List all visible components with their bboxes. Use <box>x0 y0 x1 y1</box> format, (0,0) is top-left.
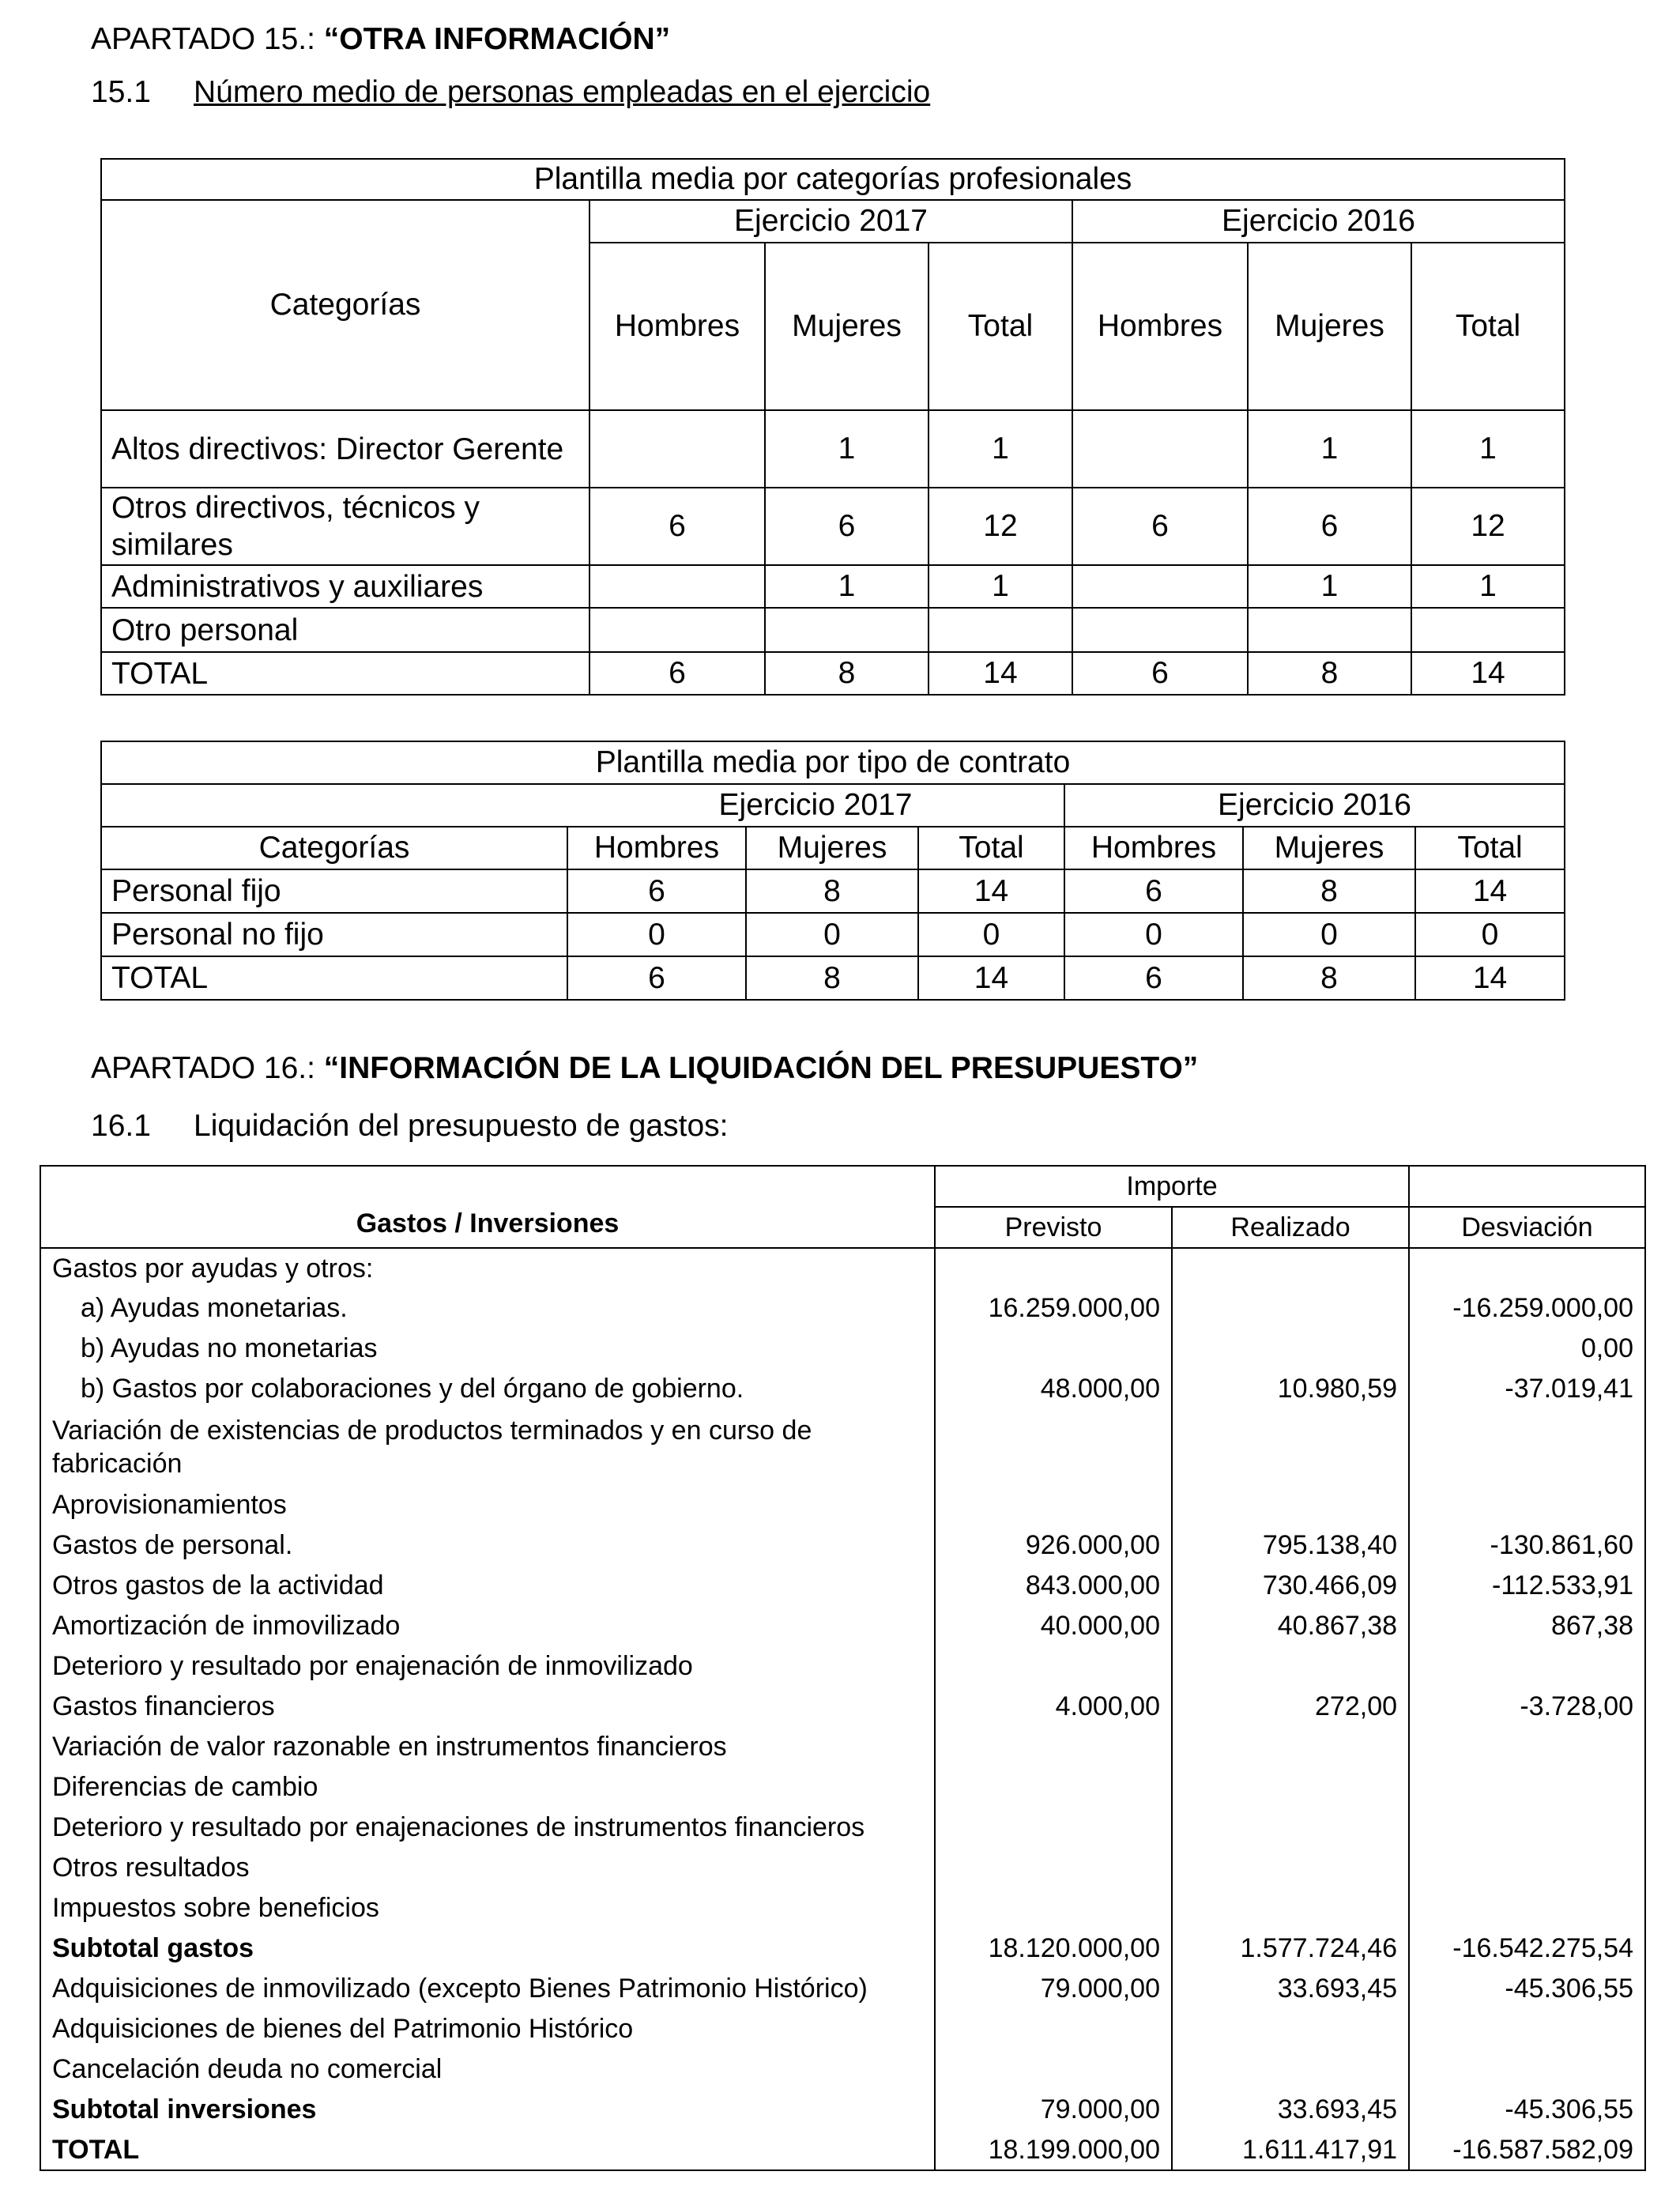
cell-realizado: 40.867,38 <box>1172 1606 1409 1646</box>
cell: 8 <box>1248 652 1411 695</box>
cell-desviacion <box>1409 1888 1645 1928</box>
table-row <box>40 1409 1645 1485</box>
cell-desviacion: 867,38 <box>1409 1606 1645 1646</box>
row-label: b) Ayudas no monetarias <box>40 1329 935 1369</box>
table-row-subtotal-inversiones <box>40 2090 1645 2130</box>
row-label: Subtotal gastos <box>40 1928 935 1969</box>
table-row <box>40 1329 1645 1369</box>
cell-desviacion: -37.019,41 <box>1409 1369 1645 1409</box>
cell <box>1248 608 1411 652</box>
cell-previsto <box>935 1848 1172 1888</box>
table-row <box>40 1288 1645 1329</box>
cell: 0 <box>1243 913 1415 956</box>
cell-desviacion: -16.259.000,00 <box>1409 1288 1645 1329</box>
cell-realizado: 10.980,59 <box>1172 1369 1409 1409</box>
cell: 6 <box>1072 652 1248 695</box>
cell-previsto: 79.000,00 <box>935 2090 1172 2130</box>
cell <box>590 410 765 488</box>
table1-header-total: Total <box>1411 243 1565 410</box>
cell: 1 <box>929 410 1072 488</box>
cell <box>1411 608 1565 652</box>
table-row <box>40 1969 1645 2009</box>
row-label: Amortización de inmovilizado <box>40 1606 935 1646</box>
table-row <box>101 565 1565 608</box>
cell-desviacion: -16.587.582,09 <box>1409 2130 1645 2170</box>
table3-header-blank <box>1409 1166 1645 1207</box>
cell: 6 <box>590 652 765 695</box>
table-row <box>101 956 1565 1000</box>
table-tipo-contrato <box>100 741 1565 1001</box>
table1-header-hombres: Hombres <box>1072 243 1248 410</box>
cell: 14 <box>918 869 1064 913</box>
table-row <box>40 1248 1645 1288</box>
section-15-title: “OTRA INFORMACIÓN” <box>323 22 671 56</box>
cell-realizado <box>1172 2009 1409 2049</box>
row-label: Deterioro y resultado por enajenaciones de instrumentos financieros <box>40 1808 935 1848</box>
cell-previsto <box>935 2009 1172 2049</box>
cell: 14 <box>929 652 1072 695</box>
cell-previsto: 843.000,00 <box>935 1566 1172 1606</box>
cell-desviacion <box>1409 1248 1645 1288</box>
cell: 12 <box>929 488 1072 565</box>
cell-previsto: 16.259.000,00 <box>935 1288 1172 1329</box>
table2-header-mujeres: Mujeres <box>1243 827 1415 869</box>
section-16-title: “INFORMACIÓN DE LA LIQUIDACIÓN DEL PRESUPUESTO” <box>323 1051 1199 1085</box>
cell-desviacion <box>1409 1727 1645 1767</box>
row-label: Altos directivos: Director Gerente <box>101 410 590 488</box>
table2-header-mujeres: Mujeres <box>746 827 918 869</box>
table-row <box>40 1606 1645 1646</box>
table-row <box>40 2009 1645 2049</box>
cell: 0 <box>567 913 746 956</box>
table1-header-mujeres: Mujeres <box>765 243 929 410</box>
cell: 14 <box>918 956 1064 1000</box>
table3-header-realizado: Realizado <box>1172 1207 1409 1248</box>
row-label: Cancelación deuda no comercial <box>40 2049 935 2090</box>
row-label: Adquisiciones de bienes del Patrimonio Histórico <box>40 2009 935 2049</box>
row-label: Diferencias de cambio <box>40 1767 935 1808</box>
row-label: Administrativos y auxiliares <box>101 565 590 608</box>
row-label: TOTAL <box>101 956 567 1000</box>
cell-realizado <box>1172 1288 1409 1329</box>
cell-realizado: 272,00 <box>1172 1687 1409 1727</box>
cell: 14 <box>1415 956 1565 1000</box>
subsection-16-1-heading <box>91 1109 728 1144</box>
cell-realizado: 33.693,45 <box>1172 1969 1409 2009</box>
cell-desviacion <box>1409 2009 1645 2049</box>
cell-realizado <box>1172 1808 1409 1848</box>
subsection-15-1-title: Número medio de personas empleadas en el ejercicio <box>194 75 931 109</box>
table-row-subtotal-gastos <box>40 1928 1645 1969</box>
cell-previsto <box>935 1808 1172 1848</box>
subsection-16-1-title: Liquidación del presupuesto de gastos: <box>194 1109 729 1143</box>
table2-header-blank <box>101 784 567 827</box>
cell-previsto <box>935 1329 1172 1369</box>
cell: 1 <box>1411 565 1565 608</box>
table-row <box>40 1687 1645 1727</box>
cell: 0 <box>1415 913 1565 956</box>
table3-header-importe: Importe <box>935 1166 1409 1207</box>
row-label: Otros directivos, técnicos y similares <box>101 488 590 565</box>
cell: 1 <box>1248 410 1411 488</box>
table-row <box>40 1727 1645 1767</box>
table-row <box>101 869 1565 913</box>
table-row <box>40 1808 1645 1848</box>
cell: 8 <box>746 869 918 913</box>
row-label: Variación de existencias de productos terminados y en curso de fabricación <box>40 1409 935 1485</box>
table-row-total <box>40 2130 1645 2170</box>
table3-header-desviacion: Desviación <box>1409 1207 1645 1248</box>
cell: 6 <box>765 488 929 565</box>
subsection-15-1-number: 15.1 <box>91 75 151 109</box>
row-label: Variación de valor razonable en instrumentos financieros <box>40 1727 935 1767</box>
row-label: TOTAL <box>101 652 590 695</box>
cell-realizado: 33.693,45 <box>1172 2090 1409 2130</box>
cell <box>590 565 765 608</box>
cell-previsto <box>935 1248 1172 1288</box>
table1-header-mujeres: Mujeres <box>1248 243 1411 410</box>
row-label: Subtotal inversiones <box>40 2090 935 2130</box>
table1-header-total: Total <box>929 243 1072 410</box>
table3-header-previsto: Previsto <box>935 1207 1172 1248</box>
cell-realizado <box>1172 1848 1409 1888</box>
cell: 1 <box>765 410 929 488</box>
row-label: a) Ayudas monetarias. <box>40 1288 935 1329</box>
section-16-heading <box>91 1051 1198 1086</box>
table-liquidacion-presupuesto <box>40 1165 1646 2171</box>
cell-realizado: 1.577.724,46 <box>1172 1928 1409 1969</box>
cell-desviacion <box>1409 1767 1645 1808</box>
cell: 0 <box>1064 913 1243 956</box>
cell-realizado <box>1172 1888 1409 1928</box>
table1-title: Plantilla media por categorías profesionales <box>101 159 1565 200</box>
row-label: Otros resultados <box>40 1848 935 1888</box>
cell: 6 <box>567 869 746 913</box>
cell-previsto: 40.000,00 <box>935 1606 1172 1646</box>
row-label: b) Gastos por colaboraciones y del órgano de gobierno. <box>40 1369 935 1409</box>
table2-header-year-2016: Ejercicio 2016 <box>1064 784 1565 827</box>
cell-desviacion: -130.861,60 <box>1409 1525 1645 1566</box>
row-label: Impuestos sobre beneficios <box>40 1888 935 1928</box>
table-row <box>101 913 1565 956</box>
cell <box>929 608 1072 652</box>
cell: 0 <box>746 913 918 956</box>
cell-previsto <box>935 2049 1172 2090</box>
section-15-prefix: APARTADO 15.: <box>91 22 324 56</box>
cell: 1 <box>1411 410 1565 488</box>
table2-header-year-2017: Ejercicio 2017 <box>567 784 1064 827</box>
cell-desviacion: -16.542.275,54 <box>1409 1928 1645 1969</box>
cell: 1 <box>765 565 929 608</box>
cell-desviacion: -45.306,55 <box>1409 1969 1645 2009</box>
table-row <box>40 1566 1645 1606</box>
cell-realizado: 730.466,09 <box>1172 1566 1409 1606</box>
subsection-15-1-heading <box>91 75 930 110</box>
cell-realizado: 795.138,40 <box>1172 1525 1409 1566</box>
cell-previsto: 926.000,00 <box>935 1525 1172 1566</box>
cell: 8 <box>1243 956 1415 1000</box>
table-row <box>40 1848 1645 1888</box>
cell-previsto: 18.199.000,00 <box>935 2130 1172 2170</box>
cell: 8 <box>765 652 929 695</box>
cell-previsto: 48.000,00 <box>935 1369 1172 1409</box>
cell-realizado: 1.611.417,91 <box>1172 2130 1409 2170</box>
cell-desviacion: -3.728,00 <box>1409 1687 1645 1727</box>
row-label: Personal fijo <box>101 869 567 913</box>
table2-title: Plantilla media por tipo de contrato <box>101 741 1565 784</box>
cell-previsto <box>935 1646 1172 1687</box>
cell-realizado <box>1172 1767 1409 1808</box>
table-row <box>40 1767 1645 1808</box>
cell: 6 <box>1072 488 1248 565</box>
cell: 1 <box>929 565 1072 608</box>
row-label: Gastos de personal. <box>40 1525 935 1566</box>
cell-realizado <box>1172 1248 1409 1288</box>
cell: 14 <box>1415 869 1565 913</box>
cell-desviacion <box>1409 1646 1645 1687</box>
cell-previsto <box>935 1888 1172 1928</box>
table1-header-year-2017: Ejercicio 2017 <box>590 200 1072 243</box>
table-row <box>40 1369 1645 1409</box>
table2-header-total: Total <box>918 827 1064 869</box>
table2-header-total: Total <box>1415 827 1565 869</box>
cell: 8 <box>746 956 918 1000</box>
table1-header-year-2016: Ejercicio 2016 <box>1072 200 1565 243</box>
cell-desviacion: -112.533,91 <box>1409 1566 1645 1606</box>
row-label: Otro personal <box>101 608 590 652</box>
cell-realizado <box>1172 1485 1409 1525</box>
table-row <box>40 1525 1645 1566</box>
cell-desviacion <box>1409 1409 1645 1485</box>
cell-desviacion: -45.306,55 <box>1409 2090 1645 2130</box>
cell <box>1072 608 1248 652</box>
table-row <box>40 1646 1645 1687</box>
cell-realizado <box>1172 1409 1409 1485</box>
cell-desviacion <box>1409 1808 1645 1848</box>
cell-realizado <box>1172 1329 1409 1369</box>
cell-previsto: 18.120.000,00 <box>935 1928 1172 1969</box>
table-row <box>40 1888 1645 1928</box>
row-label: Otros gastos de la actividad <box>40 1566 935 1606</box>
row-label: Adquisiciones de inmovilizado (excepto Bienes Patrimonio Histórico) <box>40 1969 935 2009</box>
table1-header-categorias: Categorías <box>101 200 590 410</box>
table-row <box>101 488 1565 565</box>
cell: 0 <box>918 913 1064 956</box>
table-row <box>101 652 1565 695</box>
cell: 1 <box>1248 565 1411 608</box>
row-label: Gastos financieros <box>40 1687 935 1727</box>
cell-realizado <box>1172 2049 1409 2090</box>
cell: 14 <box>1411 652 1565 695</box>
cell-previsto <box>935 1767 1172 1808</box>
section-15-heading <box>91 22 670 57</box>
row-label: Deterioro y resultado por enajenación de inmovilizado <box>40 1646 935 1687</box>
table2-header-hombres: Hombres <box>567 827 746 869</box>
cell: 6 <box>1248 488 1411 565</box>
cell-previsto: 79.000,00 <box>935 1969 1172 2009</box>
cell-desviacion <box>1409 2049 1645 2090</box>
cell: 12 <box>1411 488 1565 565</box>
cell: 6 <box>1064 869 1243 913</box>
cell-realizado <box>1172 1646 1409 1687</box>
cell <box>765 608 929 652</box>
table2-header-hombres: Hombres <box>1064 827 1243 869</box>
cell-previsto <box>935 1409 1172 1485</box>
section-16-prefix: APARTADO 16.: <box>91 1051 324 1085</box>
table-row <box>40 2049 1645 2090</box>
cell: 6 <box>590 488 765 565</box>
table-row <box>40 1485 1645 1525</box>
cell <box>1072 410 1248 488</box>
row-label: Personal no fijo <box>101 913 567 956</box>
cell <box>590 608 765 652</box>
cell-previsto: 4.000,00 <box>935 1687 1172 1727</box>
cell: 6 <box>567 956 746 1000</box>
cell: 6 <box>1064 956 1243 1000</box>
cell-desviacion <box>1409 1485 1645 1525</box>
row-label: TOTAL <box>40 2130 935 2170</box>
cell-desviacion <box>1409 1848 1645 1888</box>
cell-realizado <box>1172 1727 1409 1767</box>
table2-header-categorias: Categorías <box>101 827 567 869</box>
subsection-16-1-number: 16.1 <box>91 1109 151 1143</box>
table3-header-gastos: Gastos / Inversiones <box>40 1166 935 1248</box>
cell-previsto <box>935 1485 1172 1525</box>
row-label: Gastos por ayudas y otros: <box>40 1248 935 1288</box>
cell: 8 <box>1243 869 1415 913</box>
table-row <box>101 608 1565 652</box>
cell <box>1072 565 1248 608</box>
cell-desviacion: 0,00 <box>1409 1329 1645 1369</box>
cell-previsto <box>935 1727 1172 1767</box>
row-label: Aprovisionamientos <box>40 1485 935 1525</box>
table-row <box>101 410 1565 488</box>
table1-header-hombres: Hombres <box>590 243 765 410</box>
table-categorias-profesionales <box>100 158 1565 696</box>
